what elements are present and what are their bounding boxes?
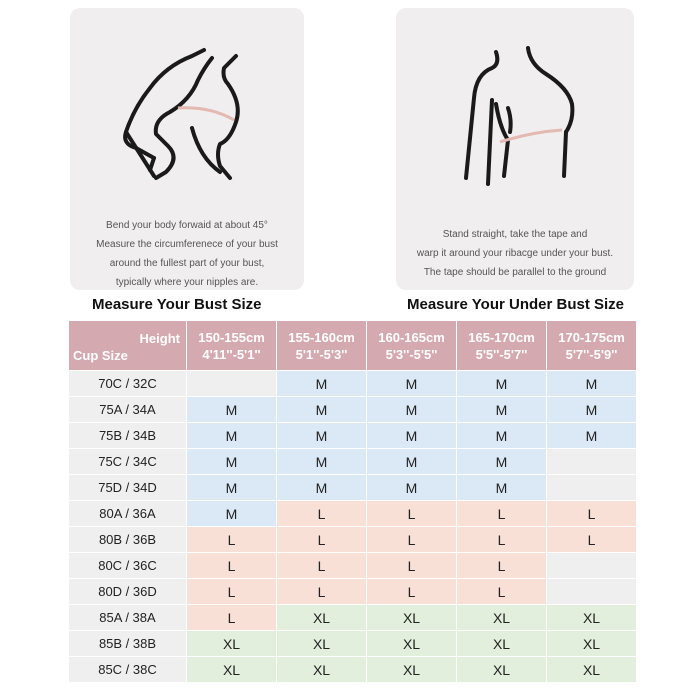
size-cell: M <box>547 423 637 449</box>
size-cell: M <box>187 475 277 501</box>
size-cell: L <box>277 553 367 579</box>
size-cell: M <box>277 423 367 449</box>
size-cell: M <box>277 475 367 501</box>
table-header-row <box>69 321 637 371</box>
size-cell: M <box>277 371 367 397</box>
corner-header <box>69 321 187 371</box>
size-cell: XL <box>457 605 547 631</box>
size-cell: L <box>187 579 277 605</box>
cup-size-label: 70C / 32C <box>69 371 187 397</box>
size-cell: L <box>367 553 457 579</box>
size-cell: L <box>367 527 457 553</box>
table-row <box>69 397 637 423</box>
size-cell: M <box>277 397 367 423</box>
table-row <box>69 527 637 553</box>
instruction-line: The tape should be parallel to the ground <box>423 267 607 278</box>
size-cell: L <box>277 579 367 605</box>
size-cell: M <box>367 423 457 449</box>
bust-size-caption: Measure Your Bust Size <box>92 296 262 313</box>
size-cell: M <box>547 397 637 423</box>
height-cm: 170-175cm <box>558 329 625 345</box>
size-cell: L <box>277 501 367 527</box>
table-row <box>69 475 637 501</box>
table-row <box>69 501 637 527</box>
cup-size-label: 75A / 34A <box>69 397 187 423</box>
cup-size-label: 75D / 34D <box>69 475 187 501</box>
height-ft: 5'1''-5'3'' <box>295 346 348 362</box>
table-row <box>69 631 637 657</box>
size-cell: L <box>547 501 637 527</box>
height-ft: 5'3''-5'5'' <box>385 346 438 362</box>
size-cell: L <box>457 553 547 579</box>
cup-size-label: 80B / 36B <box>69 527 187 553</box>
empty-size-cell <box>547 579 637 605</box>
instruction-line: typically where your nipples are. <box>115 277 259 288</box>
empty-size-cell <box>547 553 637 579</box>
height-cm: 165-170cm <box>468 329 535 345</box>
size-cell: L <box>187 527 277 553</box>
size-cell: M <box>457 449 547 475</box>
empty-size-cell <box>547 449 637 475</box>
table-row <box>69 371 637 397</box>
table-row <box>69 423 637 449</box>
size-cell: M <box>187 423 277 449</box>
height-column-header <box>277 321 367 371</box>
size-cell: XL <box>277 657 367 683</box>
table-row <box>69 605 637 631</box>
under-bust-measure-card <box>396 8 634 290</box>
size-cell: M <box>367 449 457 475</box>
size-chart-table <box>68 320 637 683</box>
size-cell: XL <box>457 657 547 683</box>
table-row <box>69 579 637 605</box>
size-cell: XL <box>187 657 277 683</box>
size-cell: XL <box>367 605 457 631</box>
size-cell: XL <box>277 631 367 657</box>
standing-body-illustration <box>396 8 634 208</box>
height-column-header <box>367 321 457 371</box>
size-cell: M <box>547 371 637 397</box>
height-column-header <box>187 321 277 371</box>
size-cell: L <box>367 579 457 605</box>
height-header-label: Height <box>139 331 180 346</box>
bust-measure-card <box>70 8 304 290</box>
height-cm: 155-160cm <box>288 329 355 345</box>
size-cell: XL <box>187 631 277 657</box>
instruction-line: Measure the circumferenece of your bust <box>96 239 278 250</box>
cup-size-label: 80C / 36C <box>69 553 187 579</box>
size-cell: M <box>187 449 277 475</box>
empty-size-cell <box>547 475 637 501</box>
size-cell: L <box>367 501 457 527</box>
table-row <box>69 657 637 683</box>
size-cell: M <box>187 501 277 527</box>
under-bust-size-caption: Measure Your Under Bust Size <box>407 296 625 313</box>
size-cell: M <box>457 475 547 501</box>
cup-size-label: 85C / 38C <box>69 657 187 683</box>
size-cell: L <box>457 579 547 605</box>
height-ft: 5'5''-5'7'' <box>475 346 528 362</box>
table-row <box>69 553 637 579</box>
size-cell: L <box>457 527 547 553</box>
size-cell: XL <box>367 657 457 683</box>
cup-size-label: 75B / 34B <box>69 423 187 449</box>
cup-size-header-label: Cup Size <box>73 348 128 363</box>
cup-size-label: 85B / 38B <box>69 631 187 657</box>
size-cell: M <box>457 371 547 397</box>
empty-size-cell <box>187 371 277 397</box>
instruction-line: Bend your body forwaid at about 45° <box>106 220 268 231</box>
table-row <box>69 449 637 475</box>
size-cell: XL <box>367 631 457 657</box>
size-cell: M <box>367 475 457 501</box>
bending-body-illustration <box>70 8 304 208</box>
height-cm: 150-155cm <box>198 329 265 345</box>
cup-size-label: 80A / 36A <box>69 501 187 527</box>
height-column-header <box>457 321 547 371</box>
size-cell: L <box>187 553 277 579</box>
size-cell: L <box>457 501 547 527</box>
height-ft: 4'11''-5'1'' <box>202 346 261 362</box>
size-cell: XL <box>547 657 637 683</box>
cup-size-label: 80D / 36D <box>69 579 187 605</box>
size-cell: L <box>547 527 637 553</box>
size-cell: M <box>367 371 457 397</box>
size-cell: M <box>187 397 277 423</box>
size-cell: XL <box>277 605 367 631</box>
size-cell: XL <box>547 631 637 657</box>
instruction-line: Stand straight, take the tape and <box>442 229 588 240</box>
cup-size-label: 85A / 38A <box>69 605 187 631</box>
size-cell: XL <box>457 631 547 657</box>
size-cell: L <box>277 527 367 553</box>
size-cell: M <box>457 397 547 423</box>
instruction-line: around the fullest part of your bust, <box>109 258 265 269</box>
instruction-line: warp it around your ribacge under your bust. <box>416 248 614 259</box>
height-column-header <box>547 321 637 371</box>
size-cell: L <box>187 605 277 631</box>
size-cell: M <box>457 423 547 449</box>
height-cm: 160-165cm <box>378 329 445 345</box>
height-ft: 5'7''-5'9'' <box>565 346 618 362</box>
size-cell: M <box>277 449 367 475</box>
size-cell: M <box>367 397 457 423</box>
cup-size-label: 75C / 34C <box>69 449 187 475</box>
size-cell: XL <box>547 605 637 631</box>
